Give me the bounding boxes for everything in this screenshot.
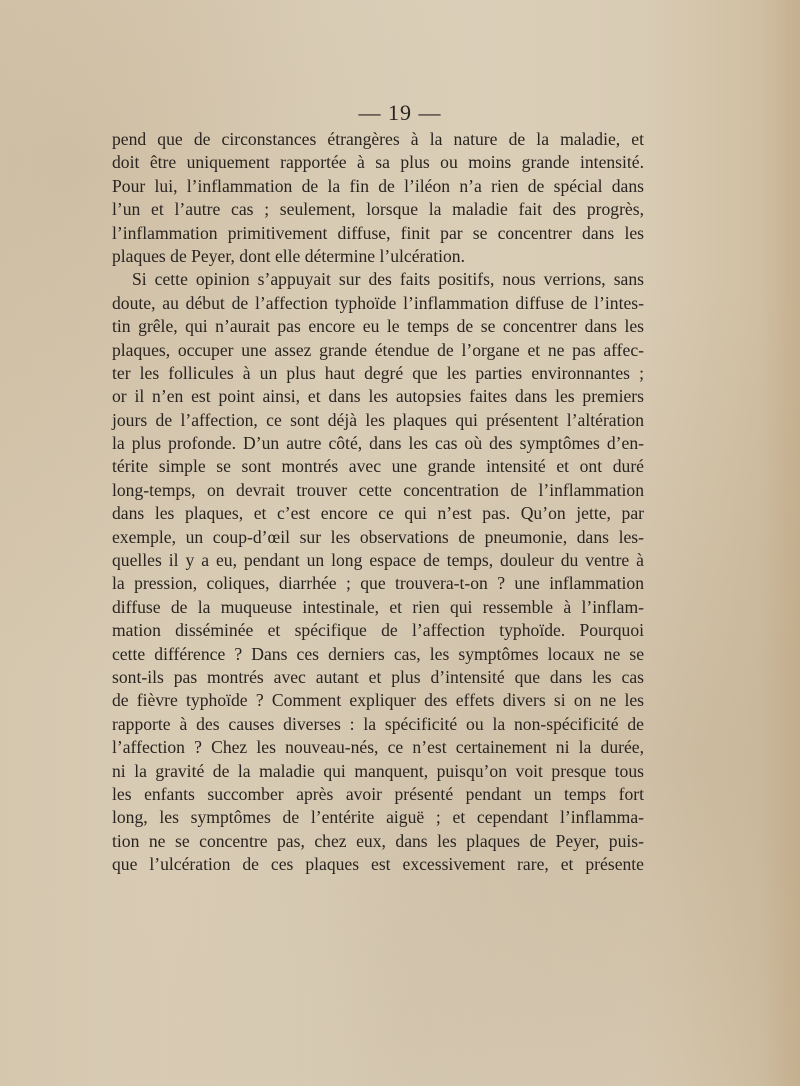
text-line: que l’ulcération de ces plaques est excessivement rare, et présente <box>112 854 644 875</box>
text-line: dans les plaques, et c’est encore ce qui n’est pas. Qu’on jette, par <box>112 503 644 524</box>
text-line: Si cette opinion s’appuyait sur des faits positifs, nous verrions, sans <box>132 269 644 290</box>
text-line: Pour lui, l’inflammation de la fin de l’iléon n’a rien de spécial dans <box>112 175 644 196</box>
text-line: la plus profonde. D’un autre côté, dans les cas où des symptômes d’en- <box>112 433 644 454</box>
text-line: cette différence ? Dans ces derniers cas, les symptômes locaux ne se <box>112 643 644 664</box>
text-line: l’un et l’autre cas ; seulement, lorsque la maladie fait des progrès, <box>112 199 644 220</box>
text-line: l’inflammation primitivement diffuse, finit par se concentrer dans les <box>112 222 644 243</box>
text-line: de fièvre typhoïde ? Comment expliquer des effets divers si on ne les <box>112 690 644 711</box>
text-line: rapporte à des causes diverses : la spécificité ou la non-spécificité de <box>112 713 644 734</box>
text-line: plaques, occuper une assez grande étendue de l’organe et ne pas affec- <box>112 339 644 360</box>
page-edge-shading <box>760 0 800 1086</box>
text-line: long-temps, on devrait trouver cette concentration de l’inflammation <box>112 479 644 500</box>
text-line: long, les symptômes de l’entérite aiguë ; et cependant l’inflamma- <box>112 807 644 828</box>
text-line: diffuse de la muqueuse intestinale, et rien qui ressemble à l’inflam- <box>112 596 644 617</box>
text-line: or il n’en est point ainsi, et dans les autopsies faites dans les premiers <box>112 386 644 407</box>
body-text <box>112 128 644 877</box>
text-line: jours de l’affection, ce sont déjà les plaques qui présentent l’altération <box>112 409 644 430</box>
text-line: sont-ils pas montrés avec autant et plus d’intensité que dans les cas <box>112 666 644 687</box>
text-line: quelles il y a eu, pendant un long espace de temps, douleur du ventre à <box>112 550 644 571</box>
text-line: térite simple se sont montrés avec une grande intensité et ont duré <box>112 456 644 477</box>
text-line: plaques de Peyer, dont elle détermine l’ulcération. <box>112 245 465 266</box>
text-line: les enfants succomber après avoir présenté pendant un temps fort <box>112 783 644 804</box>
text-line: pend que de circonstances étrangères à la nature de la maladie, et <box>112 129 644 149</box>
text-line: exemple, un coup-d’œil sur les observations de pneumonie, dans les- <box>112 526 644 547</box>
text-line: tin grêle, qui n’aurait pas encore eu le temps de se concentrer dans les <box>112 316 644 337</box>
text-line: ni la gravité de la maladie qui manquent, puisqu’on voit presque tous <box>112 760 644 781</box>
text-line: la pression, coliques, diarrhée ; que trouvera-t-on ? une inflammation <box>112 573 644 594</box>
text-line: tion ne se concentre pas, chez eux, dans les plaques de Peyer, puis- <box>112 830 644 851</box>
page-number: — 19 — <box>358 100 442 125</box>
text-line: mation disséminée et spécifique de l’affection typhoïde. Pourquoi <box>112 620 644 641</box>
text-line: doute, au début de l’affection typhoïde l’inflammation diffuse de l’intes- <box>112 292 644 313</box>
text-line: l’affection ? Chez les nouveau-nés, ce n’est certainement ni la durée, <box>112 737 644 758</box>
text-line: ter les follicules à un plus haut degré que les parties environnantes ; <box>112 362 644 383</box>
text-line: doit être uniquement rapportée à sa plus ou moins grande intensité. <box>112 152 644 173</box>
